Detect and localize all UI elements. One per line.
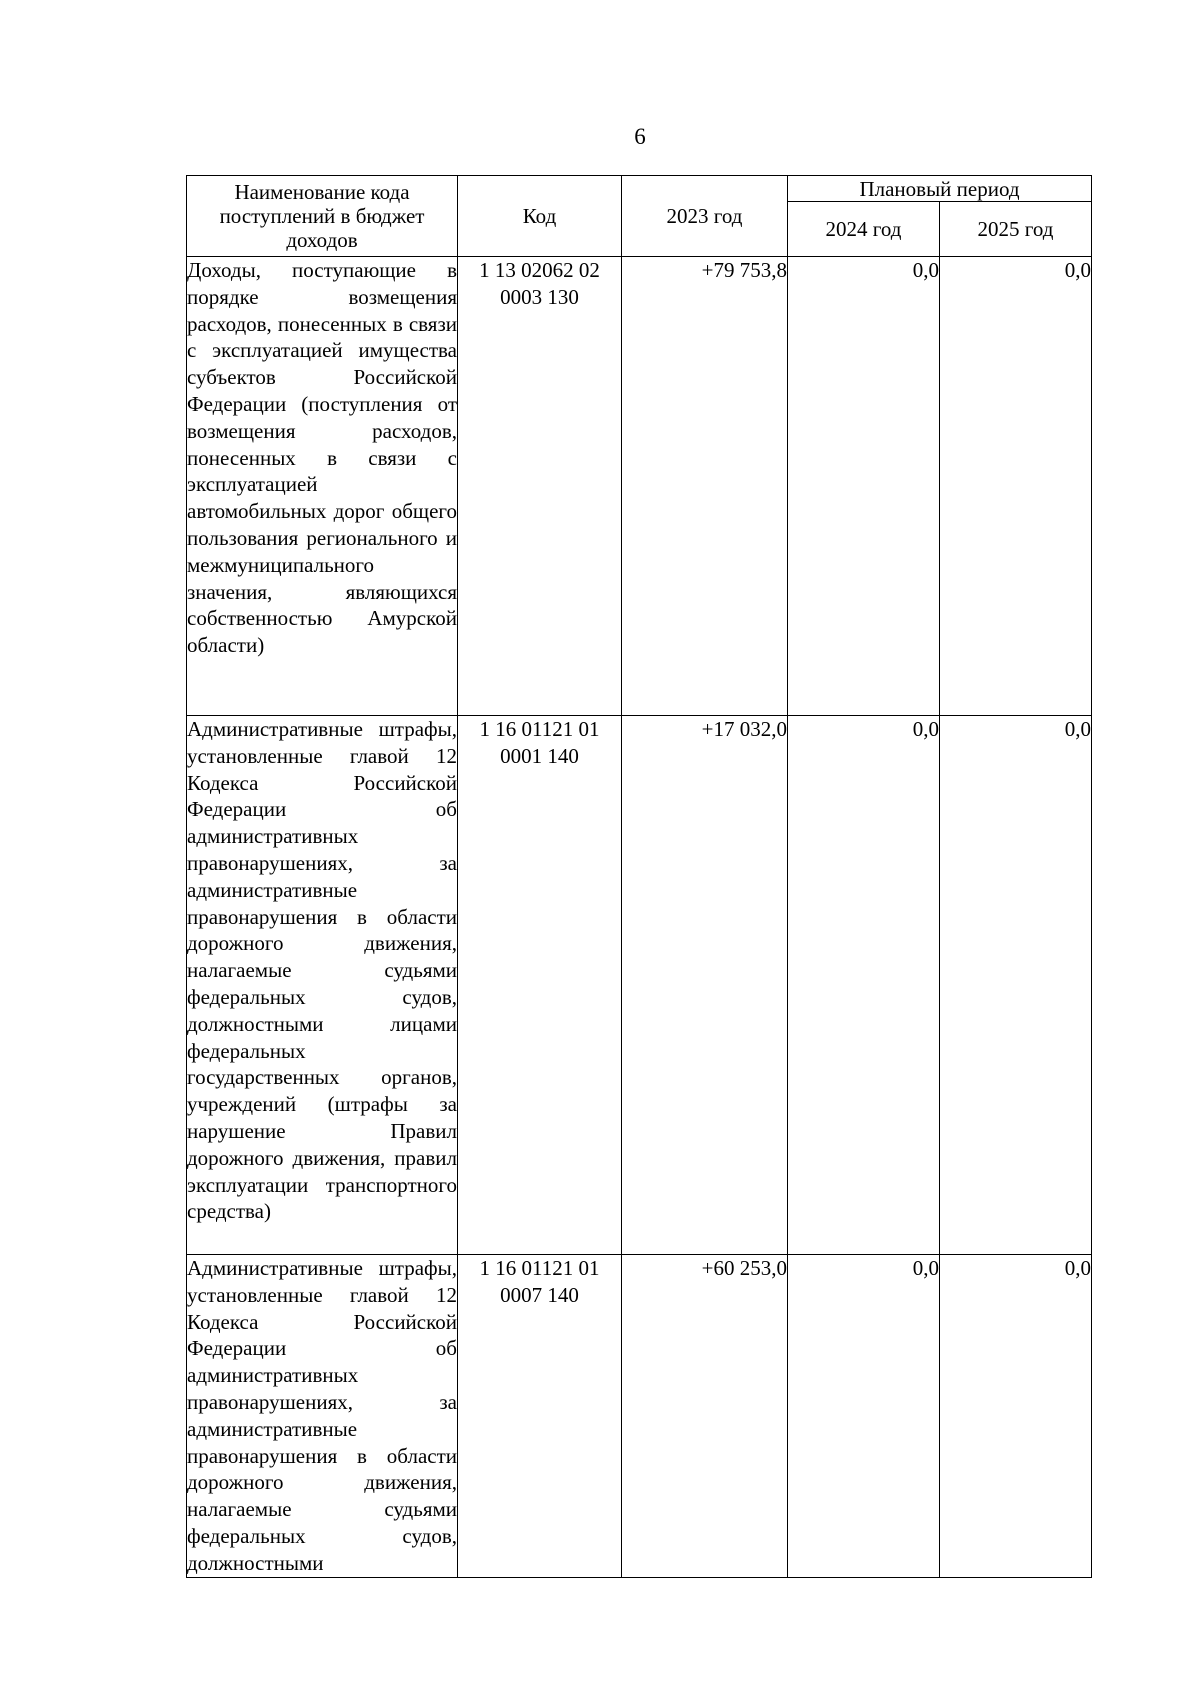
- revenue-table: [186, 175, 1092, 1578]
- row-2023-cell: +17 032,0: [622, 716, 788, 1255]
- table-row: [187, 716, 1092, 1255]
- header-plan-period: Плановый период: [788, 176, 1092, 202]
- table-header: [187, 176, 1092, 257]
- header-year-2024: 2024 год: [788, 202, 940, 257]
- header-name: Наименование кода поступлений в бюджет доходов: [187, 176, 458, 257]
- row-code-cell: 1 13 02062 02 0003 130: [458, 257, 622, 716]
- header-code: Код: [458, 176, 622, 257]
- row-name-cell: Административные штрафы, установленные главой 12 Кодекса Российской Федерации об административных правонарушениях, за административные правонарушения в области дорожного движения, налагаемые судьями федеральных судов, должностными лицами федеральных государственных органов, учреждений (штрафы за нарушение Правил дорожного движения, правил эксплуатации транспортного средства): [187, 716, 458, 1255]
- row-name-cell: Доходы, поступающие в порядке возмещения расходов, понесенных в связи с эксплуатацией имущества субъектов Российской Федерации (поступления от возмещения расходов, понесенных в связи с эксплуатацией автомобильных дорог общего пользования регионального и межмуниципального значения, являющихся собственностью Амурской области): [187, 257, 458, 716]
- table-row: [187, 1255, 1092, 1578]
- row-2024-cell: 0,0: [788, 257, 940, 716]
- row-code-cell: 1 16 01121 01 0007 140: [458, 1255, 622, 1578]
- row-2024-cell: 0,0: [788, 1255, 940, 1578]
- row-code-cell: 1 16 01121 01 0001 140: [458, 716, 622, 1255]
- row-name-cell: Административные штрафы, установленные главой 12 Кодекса Российской Федерации об административных правонарушениях, за административные правонарушения в области дорожного движения, налагаемые судьями федеральных судов, должностными: [187, 1255, 458, 1578]
- row-2023-cell: +60 253,0: [622, 1255, 788, 1578]
- table-body: [187, 257, 1092, 1578]
- row-2025-cell: 0,0: [940, 1255, 1092, 1578]
- row-2025-cell: 0,0: [940, 716, 1092, 1255]
- row-2024-cell: 0,0: [788, 716, 940, 1255]
- header-year-2025: 2025 год: [940, 202, 1092, 257]
- row-2023-cell: +79 753,8: [622, 257, 788, 716]
- header-year-2023: 2023 год: [622, 176, 788, 257]
- table-row: [187, 257, 1092, 716]
- page-number: 6: [634, 124, 646, 149]
- row-2025-cell: 0,0: [940, 257, 1092, 716]
